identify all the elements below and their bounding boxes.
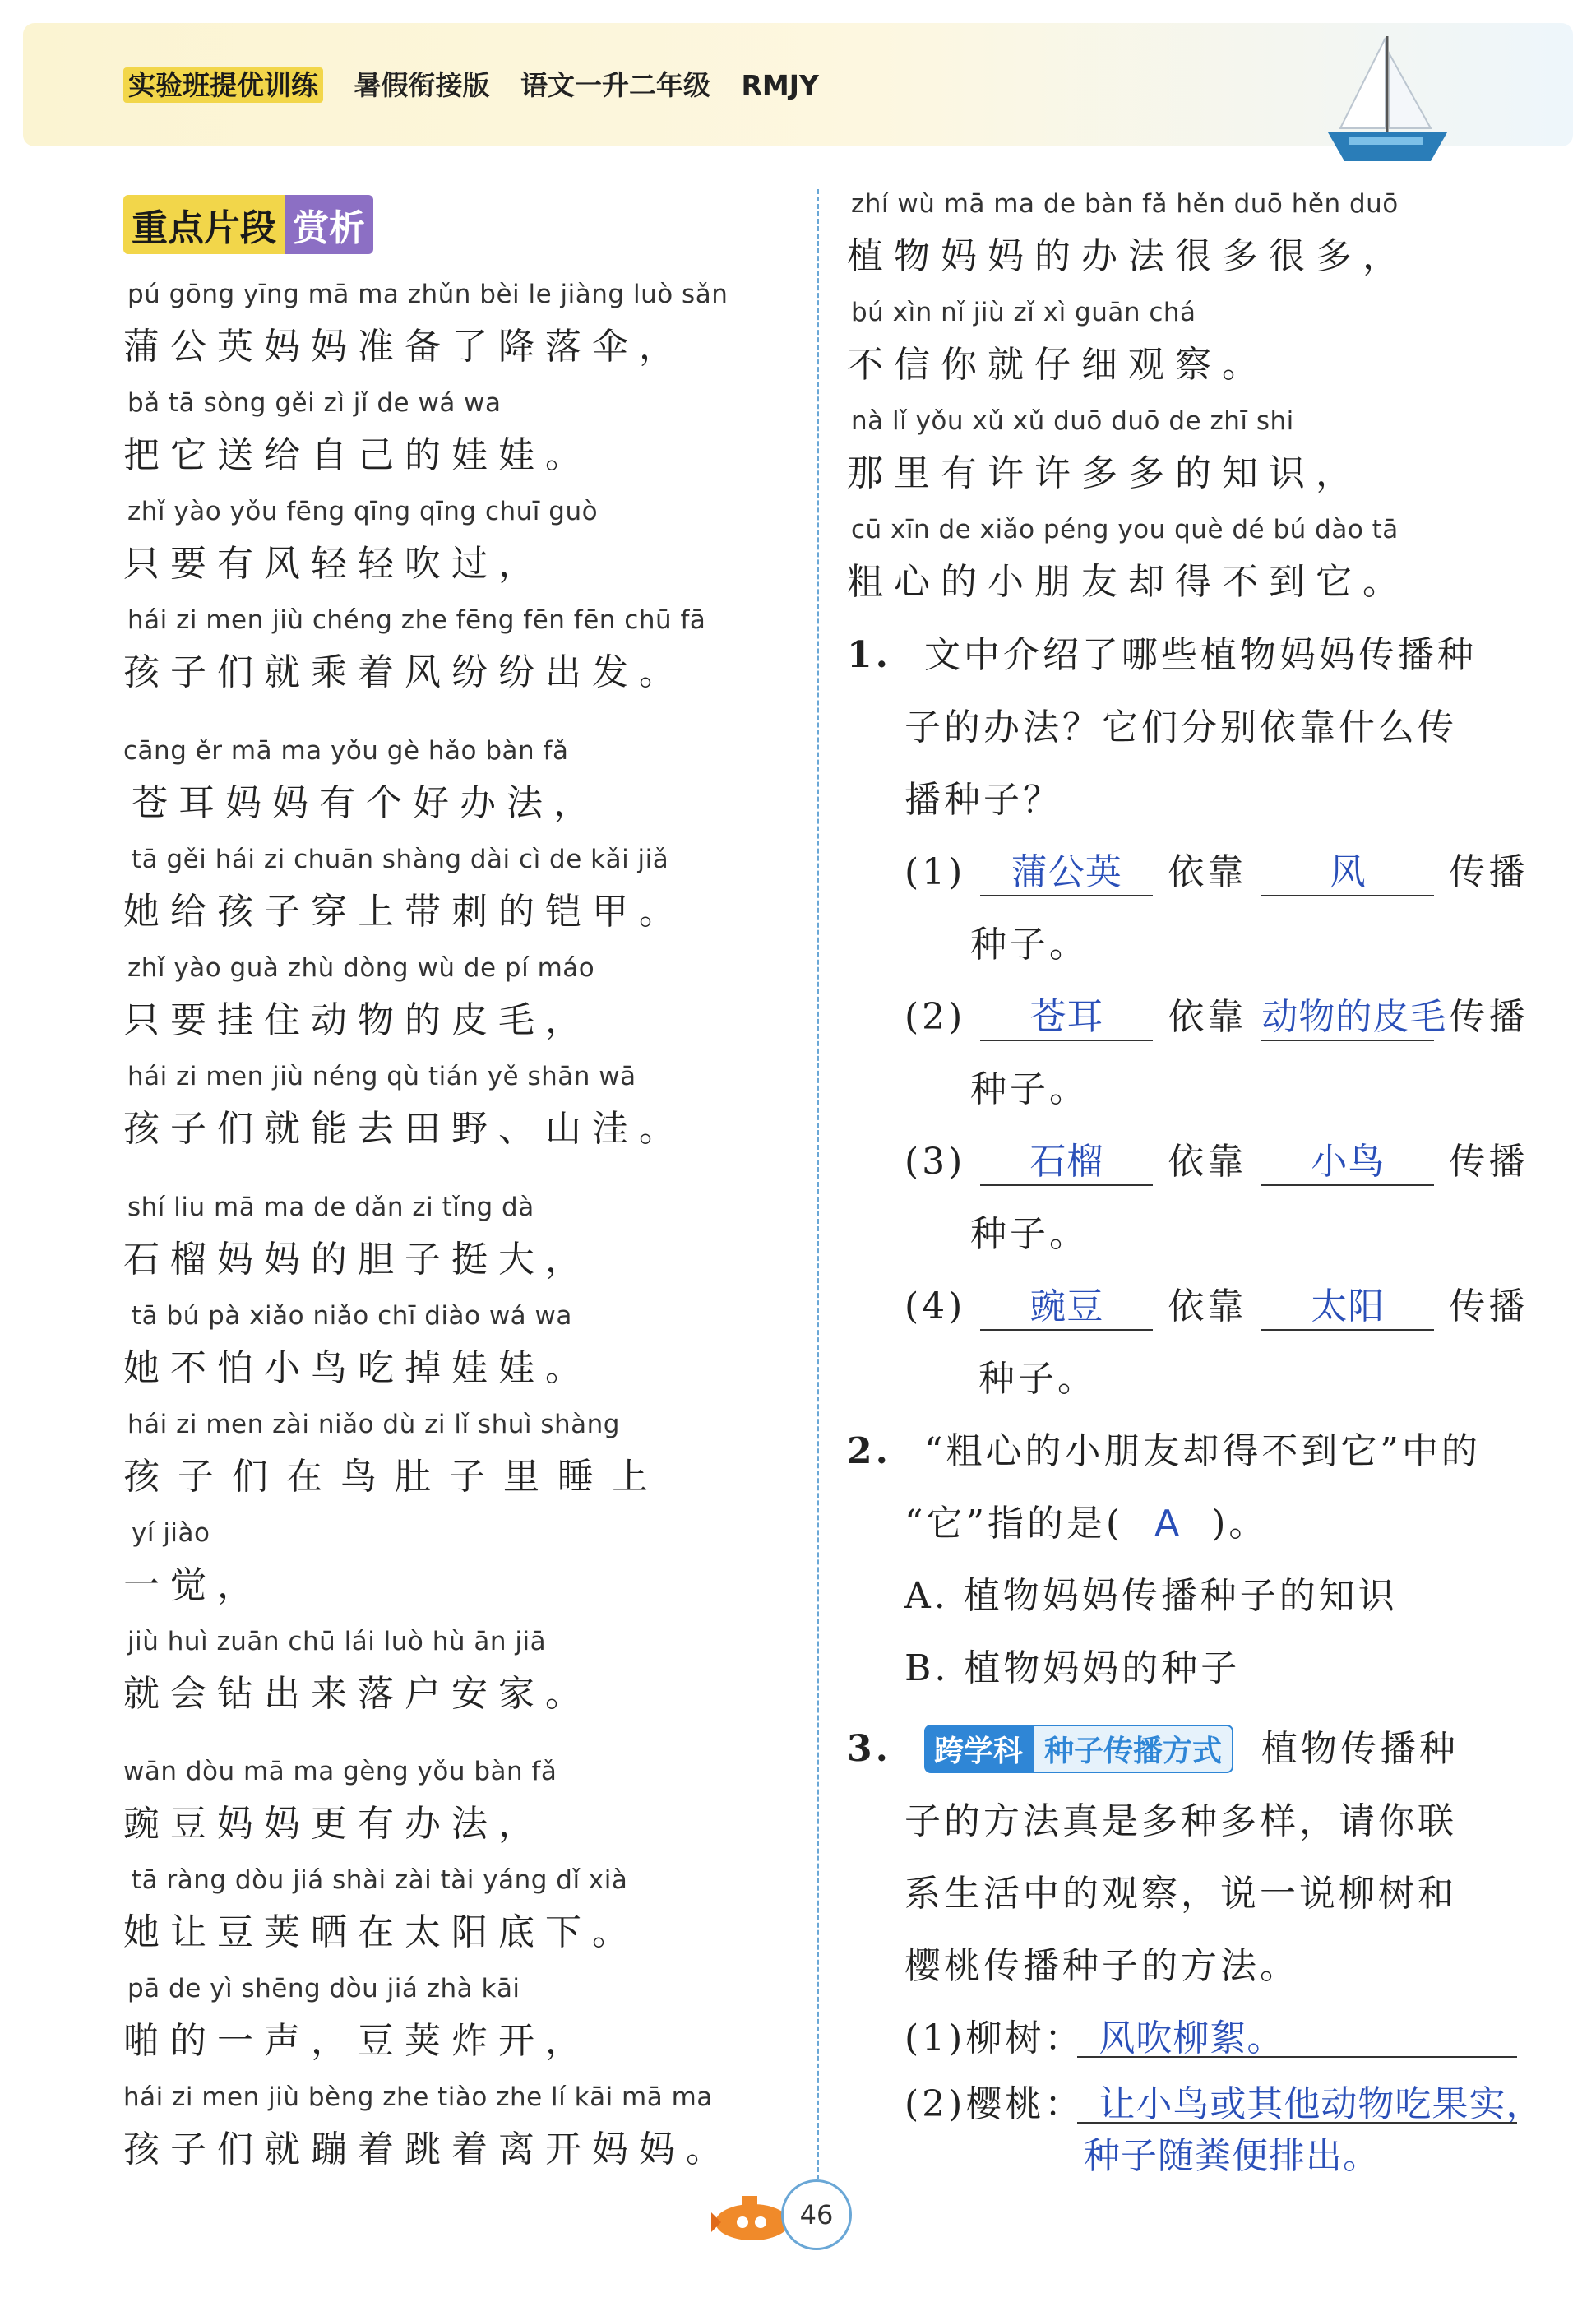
pinyin-line: cū xīn de xiǎo péng you què dé bú dào tā (851, 515, 1399, 544)
answer-row (904, 987, 1528, 1041)
hanzi-line: 她不怕小鸟吃掉娃娃。 (123, 1347, 592, 1389)
answer-underline (1077, 2056, 1517, 2058)
pinyin-line: tā ràng dòu jiá shài zài tài yáng dǐ xià (132, 1865, 628, 1895)
hanzi-line: 蒲公英妈妈准备了降落伞， (123, 326, 686, 368)
pinyin-line: hái zi men jiù bèng zhe tiào zhe lí kāi mā ma (123, 2082, 713, 2112)
tag-topic: 种子传播方式 (1033, 1725, 1233, 1773)
hanzi-line: 孩子们就能去田野、山洼。 (123, 1108, 686, 1150)
question-text: 系生活中的观察，说一说柳树和 (904, 1873, 1457, 1915)
hanzi-line: 不信你就仔细观察。 (847, 344, 1269, 386)
question-text: 樱桃传播种子的方法。 (904, 1945, 1299, 1987)
item-index: (4) (904, 1285, 966, 1327)
seed-label: 种子。 (970, 924, 1089, 966)
tag-cross-subject: 跨学科 (924, 1725, 1033, 1773)
hanzi-line: 孩子们就乘着风纷纷出发。 (123, 651, 686, 693)
answer-cherry-line2[interactable]: 种子随粪便排出。 (1084, 2135, 1380, 2177)
question-text: 文中介绍了哪些植物妈妈传播种 (923, 634, 1477, 676)
hanzi-line: 只要挂住动物的皮毛， (123, 999, 592, 1041)
spread-label: 传播 (1449, 1141, 1529, 1183)
rely-label: 依靠 (1168, 851, 1247, 893)
pinyin-line: tā gěi hái zi chuān shàng dài cì de kǎi jiǎ (132, 845, 669, 874)
answer-row (904, 842, 1528, 896)
answer-blank[interactable]: 动物的皮毛 (1261, 987, 1434, 1041)
page-number: 46 (781, 2179, 852, 2250)
pinyin-line: pú gōng yīng mā ma zhǔn bèi le jiàng luò sǎn (127, 280, 729, 309)
column-divider (817, 189, 819, 2179)
hanzi-line: 苍耳妈妈有个好办法， (132, 782, 600, 824)
question-number: 1. (847, 634, 891, 676)
hanzi-line: 就会钻出来落户安家。 (123, 1673, 592, 1715)
pinyin-line: zhǐ yào guà zhù dòng wù de pí máo (127, 953, 595, 983)
question-text: 子的办法？它们分别依靠什么传 (904, 706, 1457, 748)
hanzi-line: 一觉， (123, 1564, 264, 1606)
section-title-part2: 赏析 (285, 195, 373, 254)
hanzi-line: 石榴妈妈的胆子挺大， (123, 1239, 592, 1281)
section-title-part1: 重点片段 (123, 195, 285, 254)
submarine-icon (703, 2188, 793, 2245)
hanzi-line: 她让豆荚晒在太阳底下。 (123, 1911, 639, 1953)
question-number: 3. (847, 1728, 891, 1770)
pinyin-line: nà lǐ yǒu xǔ xǔ duō duō de zhī shi (851, 406, 1294, 436)
spread-label: 传播 (1449, 996, 1529, 1038)
spread-label: 传播 (1449, 1285, 1529, 1327)
question-text: 子的方法真是多种多样，请你联 (904, 1800, 1457, 1842)
section-title (123, 196, 373, 253)
hanzi-line: 粗心的小朋友却得不到它。 (847, 561, 1409, 603)
pinyin-line: bú xìn nǐ jiù zǐ xì guān chá (851, 298, 1196, 327)
spread-label: 传播 (1449, 851, 1529, 893)
answer-label-cherry: (2)樱桃： (904, 2083, 1085, 2125)
hanzi-line: 孩子们就蹦着跳着离开妈妈。 (123, 2128, 733, 2170)
seed-label: 种子。 (978, 1358, 1097, 1400)
answer-blank[interactable]: 石榴 (980, 1132, 1153, 1186)
answer-blank[interactable]: 小鸟 (1261, 1132, 1434, 1186)
pinyin-line: hái zi men jiù chéng zhe fēng fēn fēn chū fā (127, 605, 706, 635)
item-index: (2) (904, 996, 966, 1038)
hanzi-line: 把它送给自己的娃娃。 (123, 434, 592, 476)
hanzi-line: 植物妈妈的办法很多很多， (847, 235, 1409, 277)
question-text: “粗心的小朋友却得不到它”中的 (923, 1430, 1481, 1472)
hanzi-line: 她给孩子穿上带刺的铠甲。 (123, 891, 686, 933)
answer-blank[interactable]: 太阳 (1261, 1276, 1434, 1331)
subject-label: 语文一升二年级 (520, 69, 710, 101)
item-index: (3) (904, 1141, 966, 1183)
pinyin-line: hái zi men zài niǎo dù zi lǐ shuì shàng (127, 1410, 620, 1439)
pinyin-line: bǎ tā sòng gěi zì jǐ de wá wa (127, 388, 502, 418)
rely-label: 依靠 (1168, 1285, 1247, 1327)
pinyin-line: zhǐ yào yǒu fēng qīng qīng chuī guò (127, 497, 599, 526)
hanzi-line: 孩子们在鸟肚子里睡上 (123, 1456, 666, 1498)
brand-label: 实验班提优训练 (123, 67, 323, 103)
question-text: )。 (1211, 1503, 1269, 1545)
question-text: 播种子？ (904, 779, 1062, 821)
pinyin-line: yí jiào (132, 1518, 210, 1548)
pinyin-line: shí liu mā ma de dǎn zi tǐng dà (127, 1193, 534, 1222)
answer-label-willow: (1)柳树： (904, 2017, 1085, 2059)
edition-label: 暑假衔接版 (354, 69, 490, 101)
rely-label: 依靠 (1168, 1141, 1247, 1183)
code-label: RMJY (741, 69, 819, 101)
hanzi-line: 啪的一声，豆荚炸开， (123, 2020, 592, 2062)
pinyin-line: tā bú pà xiǎo niǎo chī diào wá wa (132, 1301, 572, 1331)
question-number: 2. (847, 1430, 891, 1472)
hanzi-line: 豌豆妈妈更有办法， (123, 1803, 545, 1845)
rely-label: 依靠 (1168, 996, 1247, 1038)
pinyin-line: pā de yì shēng dòu jiá zhà kāi (127, 1974, 520, 2003)
pinyin-line: jiù huì zuān chū lái luò hù ān jiā (127, 1627, 547, 1656)
option-a: A. 植物妈妈传播种子的知识 (904, 1575, 1398, 1617)
pinyin-line: cāng ěr mā ma yǒu gè hǎo bàn fǎ (123, 736, 569, 766)
answer-cherry-line1[interactable]: 让小鸟或其他动物吃果实， (1099, 2083, 1543, 2125)
choice-answer[interactable]: A (1154, 1503, 1181, 1545)
item-index: (1) (904, 851, 966, 893)
seed-label: 种子。 (970, 1213, 1089, 1255)
option-b: B. 植物妈妈的种子 (904, 1647, 1241, 1689)
answer-blank[interactable]: 豌豆 (980, 1276, 1153, 1331)
sailboat-icon (1316, 30, 1455, 169)
seed-label: 种子。 (970, 1068, 1089, 1110)
answer-underline (1077, 2122, 1517, 2124)
answer-row (904, 1276, 1528, 1331)
hanzi-line: 只要有风轻轻吹过， (123, 543, 545, 585)
answer-blank[interactable]: 风 (1261, 842, 1434, 896)
question-text: 植物传播种 (1261, 1728, 1459, 1770)
answer-willow[interactable]: 风吹柳絮。 (1099, 2017, 1284, 2059)
answer-blank[interactable]: 蒲公英 (980, 842, 1153, 896)
pinyin-line: hái zi men jiù néng qù tián yě shān wā (127, 1062, 636, 1091)
hanzi-line: 那里有许许多多的知识， (847, 452, 1362, 494)
question-text: “它”指的是( (904, 1503, 1124, 1545)
answer-row (904, 1132, 1528, 1186)
pinyin-line: wān dòu mā ma gèng yǒu bàn fǎ (123, 1757, 557, 1786)
pinyin-line: zhí wù mā ma de bàn fǎ hěn duō hěn duō (851, 189, 1399, 219)
header-title (123, 64, 840, 103)
answer-blank[interactable]: 苍耳 (980, 987, 1153, 1041)
